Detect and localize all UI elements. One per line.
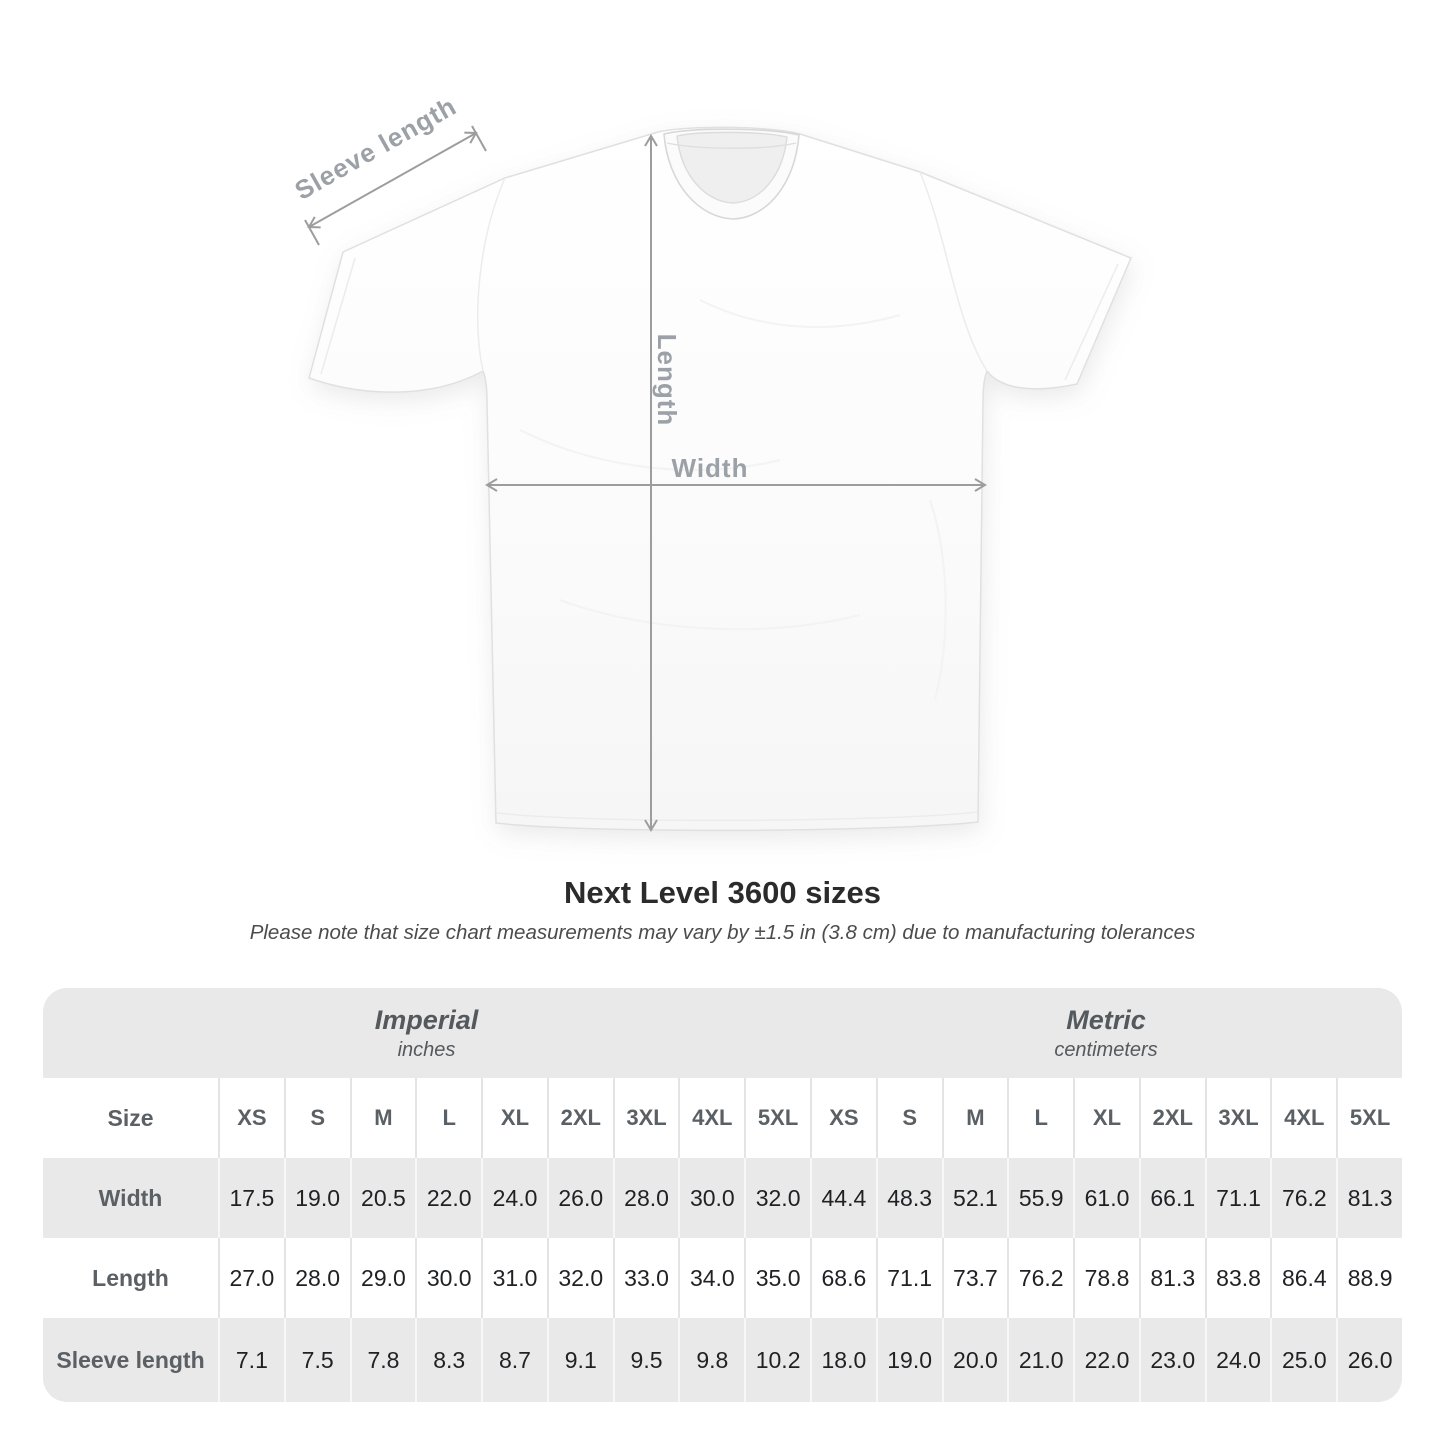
value-cell: 18.0 — [810, 1318, 876, 1402]
value-cell: 34.0 — [678, 1238, 744, 1318]
value-cell: 20.0 — [942, 1318, 1008, 1402]
size-column-header: 2XL — [1139, 1078, 1205, 1158]
unit-name: Imperial — [374, 1004, 479, 1035]
value-cell: 7.5 — [284, 1318, 350, 1402]
value-cell: 78.8 — [1073, 1238, 1139, 1318]
value-cell: 86.4 — [1270, 1238, 1336, 1318]
size-column-header: XS — [810, 1078, 876, 1158]
size-column-header: XL — [481, 1078, 547, 1158]
size-column-header: 4XL — [1270, 1078, 1336, 1158]
value-cell: 66.1 — [1139, 1158, 1205, 1238]
unit-name: Metric — [1066, 1004, 1146, 1035]
size-table — [43, 988, 1402, 1402]
size-column-header: XL — [1073, 1078, 1139, 1158]
tolerance-note: Please note that size chart measurements may vary by ±1.5 in (3.8 cm) due to manufacturing tolerances — [249, 921, 1196, 944]
size-column-header: 4XL — [678, 1078, 744, 1158]
value-cell: 28.0 — [613, 1158, 679, 1238]
value-cell: 25.0 — [1270, 1318, 1336, 1402]
unit-section-imperial — [43, 988, 810, 1078]
value-cell: 28.0 — [284, 1238, 350, 1318]
value-cell: 61.0 — [1073, 1158, 1139, 1238]
value-cell: 29.0 — [350, 1238, 416, 1318]
value-cell: 81.3 — [1139, 1238, 1205, 1318]
value-cell: 26.0 — [547, 1158, 613, 1238]
value-cell: 44.4 — [810, 1158, 876, 1238]
value-cell: 52.1 — [942, 1158, 1008, 1238]
size-column-header: M — [350, 1078, 416, 1158]
value-cell: 30.0 — [415, 1238, 481, 1318]
value-cell: 24.0 — [481, 1158, 547, 1238]
size-column-header: 2XL — [547, 1078, 613, 1158]
value-cell: 22.0 — [415, 1158, 481, 1238]
value-cell: 31.0 — [481, 1238, 547, 1318]
value-cell: 20.5 — [350, 1158, 416, 1238]
size-column-header: 3XL — [1205, 1078, 1271, 1158]
value-cell: 83.8 — [1205, 1238, 1271, 1318]
value-cell: 26.0 — [1336, 1318, 1402, 1402]
value-cell: 23.0 — [1139, 1318, 1205, 1402]
size-corner-label: Size — [43, 1078, 218, 1158]
value-cell: 8.7 — [481, 1318, 547, 1402]
size-column-header: L — [415, 1078, 481, 1158]
value-cell: 22.0 — [1073, 1318, 1139, 1402]
page-title: Next Level 3600 sizes — [563, 875, 882, 910]
value-cell: 76.2 — [1007, 1238, 1073, 1318]
size-column-header: 3XL — [613, 1078, 679, 1158]
value-cell: 32.0 — [744, 1158, 810, 1238]
value-cell: 71.1 — [1205, 1158, 1271, 1238]
size-column-header: 5XL — [1336, 1078, 1402, 1158]
value-cell: 30.0 — [678, 1158, 744, 1238]
length-label: Length — [652, 333, 682, 427]
value-cell: 88.9 — [1336, 1238, 1402, 1318]
value-cell: 7.8 — [350, 1318, 416, 1402]
value-cell: 9.1 — [547, 1318, 613, 1402]
value-cell: 24.0 — [1205, 1318, 1271, 1402]
value-cell: 33.0 — [613, 1238, 679, 1318]
size-column-header: 5XL — [744, 1078, 810, 1158]
value-cell: 9.8 — [678, 1318, 744, 1402]
value-cell: 17.5 — [218, 1158, 284, 1238]
value-cell: 27.0 — [218, 1238, 284, 1318]
value-cell: 7.1 — [218, 1318, 284, 1402]
value-cell: 19.0 — [284, 1158, 350, 1238]
sleeve-length-label: Sleeve length — [289, 90, 462, 206]
size-column-header: XS — [218, 1078, 284, 1158]
value-cell: 73.7 — [942, 1238, 1008, 1318]
unit-section-metric — [810, 988, 1402, 1078]
row-label-width: Width — [43, 1158, 218, 1238]
size-column-header: L — [1007, 1078, 1073, 1158]
width-label: Width — [671, 453, 749, 483]
value-cell: 76.2 — [1270, 1158, 1336, 1238]
size-column-header: S — [284, 1078, 350, 1158]
row-label-sleeve_length: Sleeve length — [43, 1318, 218, 1402]
size-column-header: M — [942, 1078, 1008, 1158]
value-cell: 81.3 — [1336, 1158, 1402, 1238]
value-cell: 71.1 — [876, 1238, 942, 1318]
value-cell: 9.5 — [613, 1318, 679, 1402]
value-cell: 35.0 — [744, 1238, 810, 1318]
value-cell: 19.0 — [876, 1318, 942, 1402]
value-cell: 48.3 — [876, 1158, 942, 1238]
value-cell: 10.2 — [744, 1318, 810, 1402]
size-column-header: S — [876, 1078, 942, 1158]
value-cell: 55.9 — [1007, 1158, 1073, 1238]
value-cell: 8.3 — [415, 1318, 481, 1402]
row-label-length: Length — [43, 1238, 218, 1318]
value-cell: 21.0 — [1007, 1318, 1073, 1402]
value-cell: 68.6 — [810, 1238, 876, 1318]
value-cell: 32.0 — [547, 1238, 613, 1318]
unit-subtitle: centimeters — [1054, 1038, 1158, 1061]
unit-subtitle: inches — [397, 1038, 456, 1061]
